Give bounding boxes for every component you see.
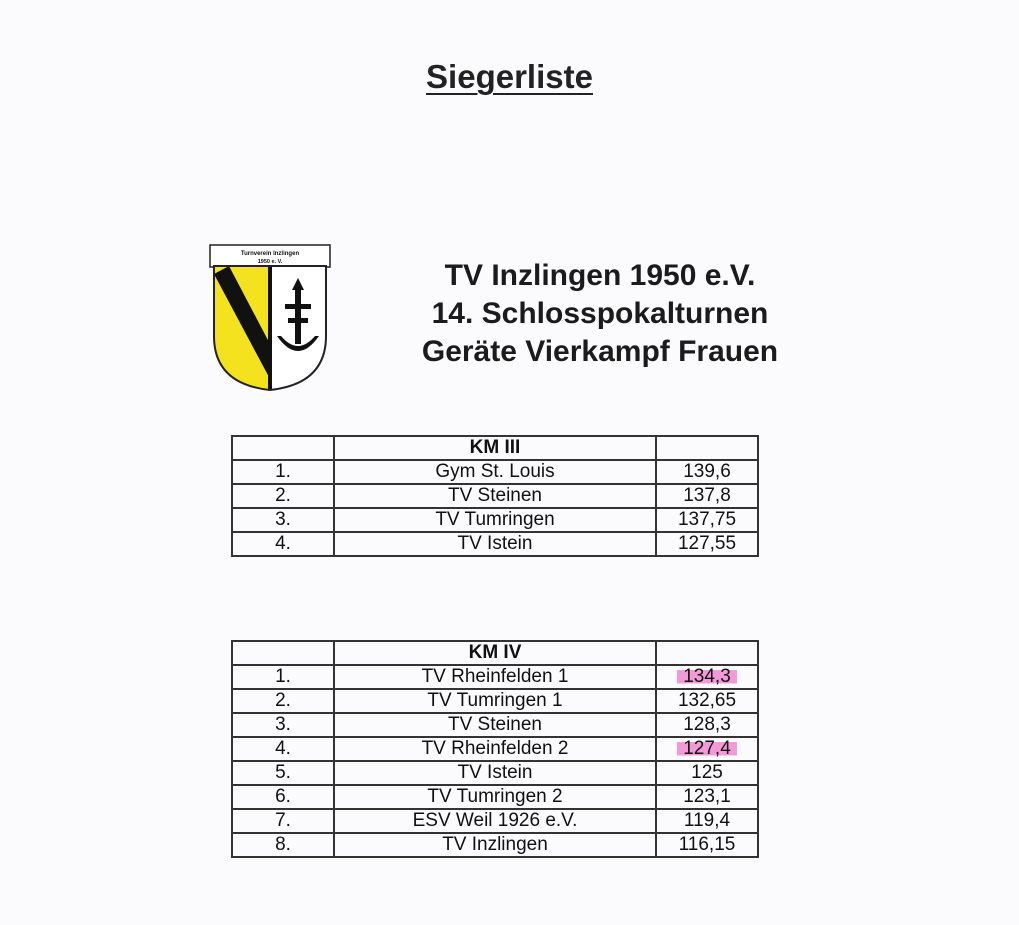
score-value: 139,6: [683, 461, 731, 482]
team-cell: TV Rheinfelden 2: [334, 737, 656, 761]
table-row: [232, 833, 758, 857]
rank-cell: 2.: [232, 484, 334, 508]
table-heading: KM III: [334, 436, 656, 460]
team-cell: TV Steinen: [334, 713, 656, 737]
team-cell: TV Tumringen 1: [334, 689, 656, 713]
score-value: 128,3: [683, 714, 731, 735]
page-title: Siegerliste: [426, 58, 593, 95]
team-cell: TV Tumringen 2: [334, 785, 656, 809]
rank-cell: 4.: [232, 532, 334, 556]
score-cell: [656, 713, 758, 737]
score-cell: [656, 761, 758, 785]
team-cell: TV Tumringen: [334, 508, 656, 532]
score-cell: [656, 809, 758, 833]
team-cell: TV Istein: [334, 761, 656, 785]
event-club-name: TV Inzlingen 1950 e.V.: [444, 259, 756, 292]
crest-shield-icon: [209, 244, 331, 392]
table-row: [232, 665, 758, 689]
table-row: [232, 713, 758, 737]
rank-cell: 8.: [232, 833, 334, 857]
score-value: 137,75: [677, 509, 737, 530]
table-row: [232, 737, 758, 761]
table-heading: KM IV: [334, 641, 656, 665]
score-cell: [656, 508, 758, 532]
team-cell: TV Inzlingen: [334, 833, 656, 857]
score-cell: [656, 689, 758, 713]
rank-cell: 4.: [232, 737, 334, 761]
team-cell: ESV Weil 1926 e.V.: [334, 809, 656, 833]
rank-cell: 1.: [232, 460, 334, 484]
header-score-cell: [656, 641, 758, 665]
header-score-cell: [656, 436, 758, 460]
score-cell: [656, 484, 758, 508]
highlighted-score-value: 134,3: [677, 666, 737, 687]
score-cell: [656, 737, 758, 761]
score-value: 125: [691, 762, 723, 783]
table-row: [232, 460, 758, 484]
rank-cell: 6.: [232, 785, 334, 809]
team-cell: TV Istein: [334, 532, 656, 556]
team-cell: TV Rheinfelden 1: [334, 665, 656, 689]
club-crest-logo: [209, 244, 331, 392]
results-table-km3: [231, 435, 759, 557]
table-header-row: [232, 436, 758, 460]
table-row: [232, 508, 758, 532]
rank-cell: 5.: [232, 761, 334, 785]
event-title-block: [360, 257, 840, 371]
score-value: 127,55: [677, 533, 737, 554]
table-row: [232, 689, 758, 713]
rank-cell: 7.: [232, 809, 334, 833]
rank-cell: 2.: [232, 689, 334, 713]
table-row: [232, 484, 758, 508]
score-cell: [656, 460, 758, 484]
header-rank-cell: [232, 641, 334, 665]
highlighted-score-value: 127,4: [677, 738, 737, 759]
rank-cell: 1.: [232, 665, 334, 689]
score-cell: [656, 532, 758, 556]
rank-cell: 3.: [232, 508, 334, 532]
team-cell: TV Steinen: [334, 484, 656, 508]
table-row: [232, 761, 758, 785]
score-cell: [656, 665, 758, 689]
score-value: 137,8: [683, 485, 731, 506]
score-cell: [656, 833, 758, 857]
score-value: 132,65: [677, 690, 737, 711]
score-value: 116,15: [678, 834, 736, 855]
score-value: 119,4: [683, 810, 731, 831]
table-row: [232, 785, 758, 809]
score-cell: [656, 785, 758, 809]
event-competition-name: 14. Schlosspokalturnen: [431, 297, 769, 330]
event-category: Geräte Vierkampf Frauen: [421, 335, 779, 368]
score-value: 123,1: [683, 786, 731, 807]
results-table-km4: [231, 640, 759, 858]
table-row: [232, 532, 758, 556]
team-cell: Gym St. Louis: [334, 460, 656, 484]
table-header-row: [232, 641, 758, 665]
table-row: [232, 809, 758, 833]
rank-cell: 3.: [232, 713, 334, 737]
crest-text-line2: 1950 e. V.: [257, 259, 283, 265]
crest-text-line1: Turnverein Inzlingen: [240, 251, 300, 257]
header-rank-cell: [232, 436, 334, 460]
